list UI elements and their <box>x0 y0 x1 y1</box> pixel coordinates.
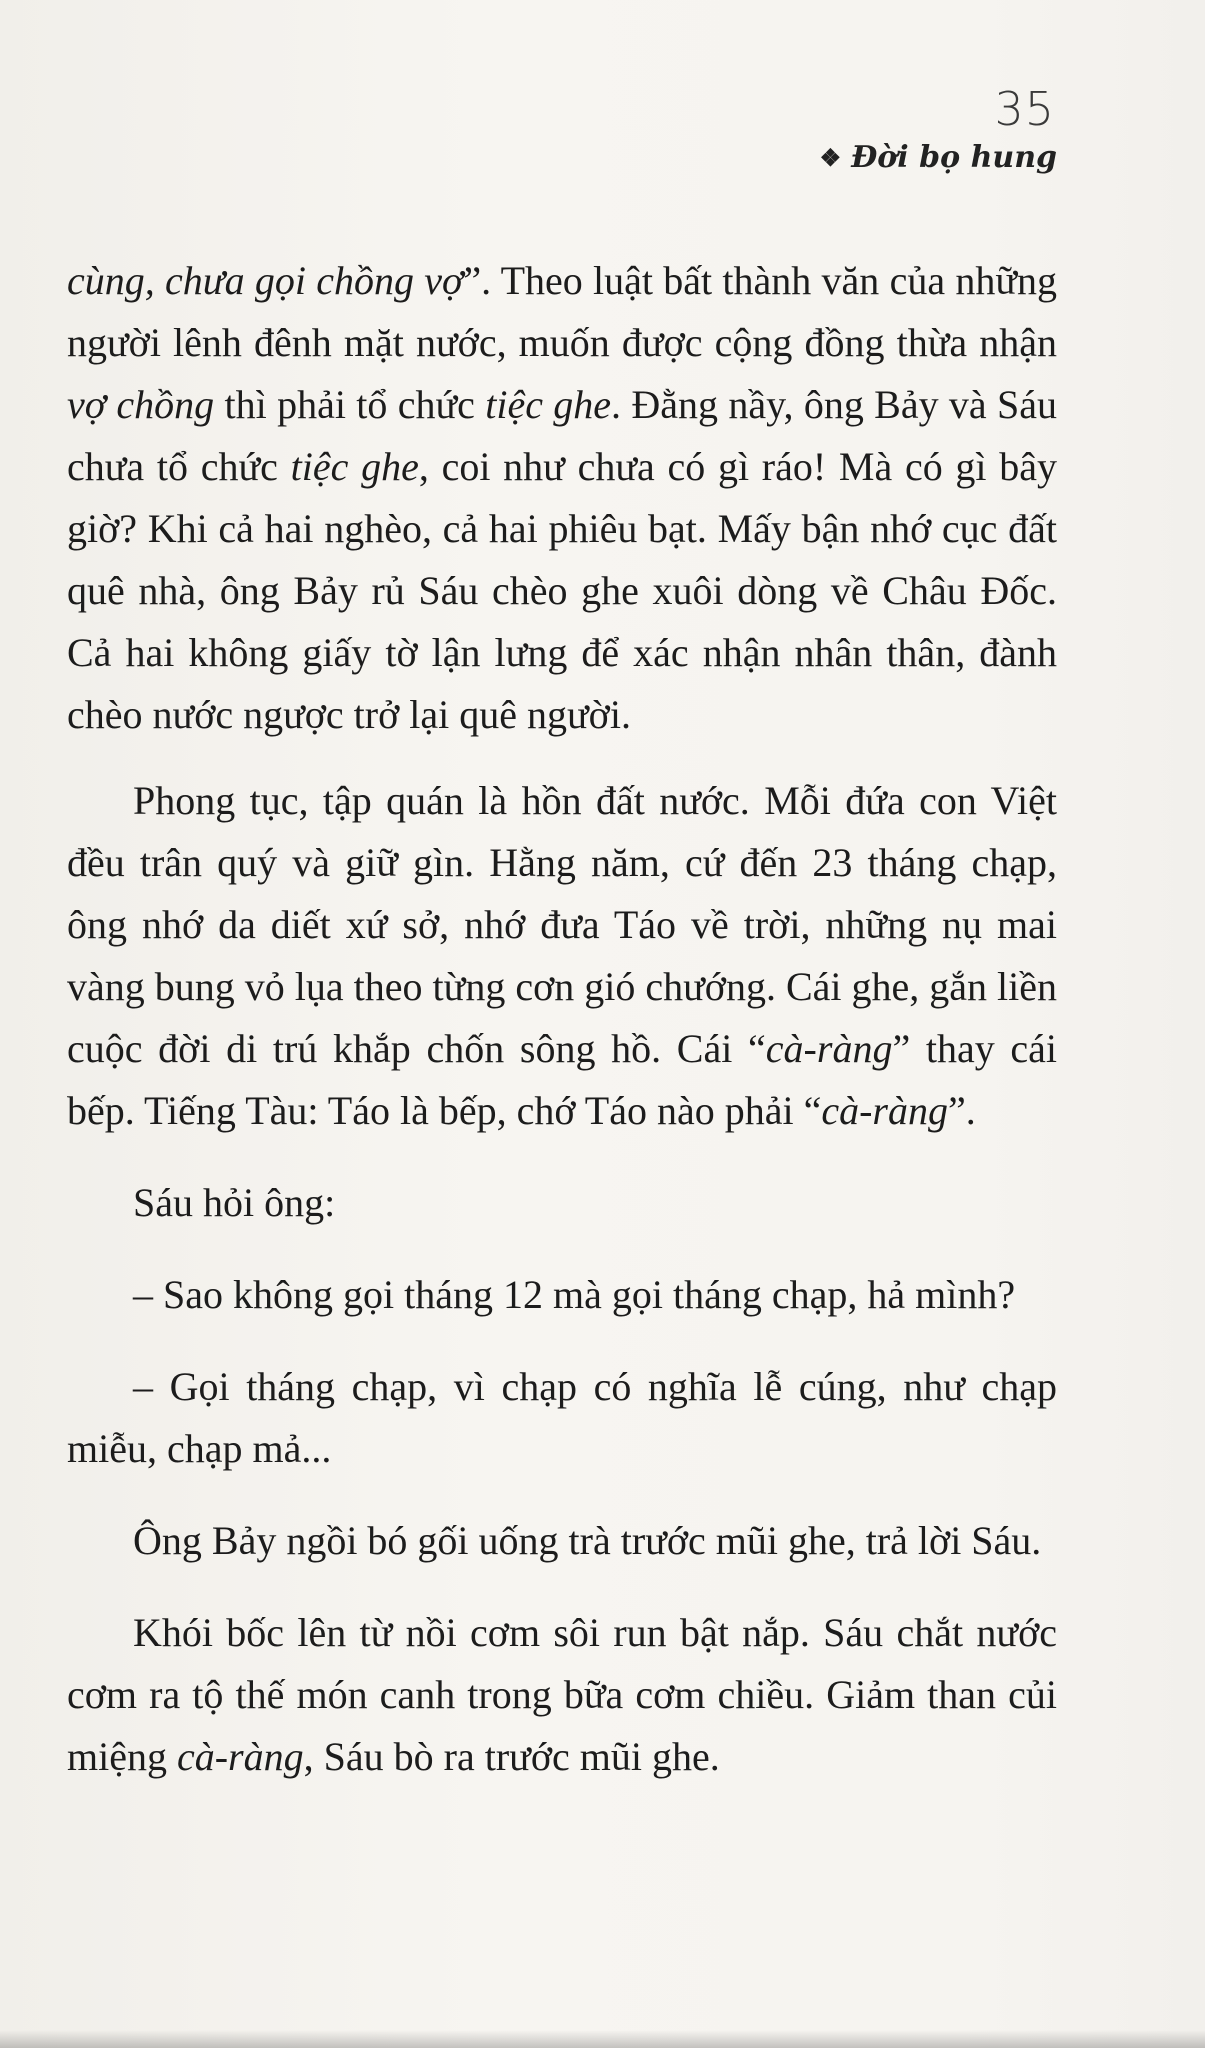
text-run: Phong tục, tập quán là hồn đất nước. Mỗi đứa con <box>133 778 977 823</box>
page-edge-shadow <box>0 2030 1205 2048</box>
text-run: Sáu hỏi ông: <box>133 1180 336 1225</box>
text-run: tháng chạp, ông nhớ da diết xứ sở, nhớ đưa Táo về <box>67 840 1058 947</box>
text-run: . Đằng nầy, ông Bảy và Sáu chưa tổ chức <box>67 382 1057 489</box>
text-run: cộng đồng thừa nhận <box>714 320 1057 365</box>
text-run: lời Sáu. <box>917 1518 1042 1563</box>
text-run: của những người lênh đênh mặt nước, muốn được <box>67 258 1058 365</box>
paragraph <box>67 1172 1057 1234</box>
text-run: Giảm than củi miệng <box>67 1672 1058 1779</box>
italic-text: cà-ràng <box>821 1088 948 1133</box>
paragraph <box>67 1356 1057 1480</box>
diamond-cluster-icon: ❖ <box>819 143 842 172</box>
text-run: đành chèo nước ngược trở lại quê người. <box>67 630 1058 737</box>
paragraph <box>67 250 1057 746</box>
italic-text: cùng, chưa gọi chồng vợ <box>67 258 464 303</box>
text-run: coi như chưa có gì ráo! Mà có gì bây giờ? Khi cả hai <box>67 444 1057 551</box>
text-run: Cả hai không giấy tờ lận lưng để xác nhận nhân thân, <box>67 630 966 675</box>
text-run: chốn sông hồ. Cái “ <box>426 1026 766 1071</box>
paragraph <box>67 1264 1057 1326</box>
italic-text: tiệc <box>485 382 543 427</box>
text-run: ”. <box>948 1088 976 1133</box>
italic-text: cà-ràng <box>765 1026 893 1071</box>
text-run: gió chướng. Cái ghe, gắn liền cuộc đời di trú khắp <box>67 964 1058 1071</box>
italic-text: vợ chồng <box>67 382 215 427</box>
running-head-title: Đời bọ hung <box>851 140 1057 175</box>
italic-text: cà-ràng <box>176 1734 304 1779</box>
text-run: , Sáu bò ra trước mũi ghe. <box>303 1734 720 1779</box>
text-run: nước cơm ra tộ thế món canh trong bữa cơm chiều. <box>67 1610 1058 1717</box>
body-text <box>67 250 1057 1788</box>
text-run: chạp miễu, chạp mả... <box>67 1364 1058 1471</box>
text-run: ”. Theo luật bất thành văn <box>463 258 880 303</box>
paragraph <box>67 770 1057 1142</box>
italic-text: ghe <box>553 382 612 427</box>
page-number: 35 <box>994 82 1055 136</box>
text-run: ” thay cái bếp. Tiếng Tàu: <box>67 1026 1058 1133</box>
text-run: – Gọi tháng chạp, vì chạp có nghĩa lễ cúng, như <box>133 1364 965 1409</box>
paragraph <box>67 1510 1057 1572</box>
running-head <box>820 140 1057 175</box>
text-run: Táo là bếp, chớ Táo nào phải “ <box>327 1088 822 1133</box>
text-run: , <box>418 444 429 489</box>
text-run: Ông Bảy ngồi bó gối uống trà trước mũi ghe, trả <box>133 1518 908 1563</box>
text-run: trời, những nụ mai vàng bung vỏ lụa theo từng cơn <box>67 902 1058 1009</box>
text-run: nhà, ông Bảy rủ Sáu chèo ghe xuôi dòng về Châu Đốc. <box>138 568 1058 613</box>
text-run: nghèo, cả hai phiêu bạt. Mấy bận nhớ cục đất quê <box>67 506 1058 613</box>
text-run: – Sao không gọi tháng 12 mà gọi tháng chạp, <box>133 1272 858 1317</box>
text-run: Việt đều trân quý và giữ gìn. Hằng năm, cứ đến 23 <box>67 778 1057 885</box>
text-run: thì phải tổ chức <box>214 382 486 427</box>
italic-text: tiệc ghe <box>290 444 419 489</box>
text-run: Khói bốc lên từ nồi cơm sôi run bật nắp. Sáu chắt <box>133 1610 964 1655</box>
paragraph <box>67 1602 1057 1788</box>
text-run: hả mình? <box>867 1272 1016 1317</box>
